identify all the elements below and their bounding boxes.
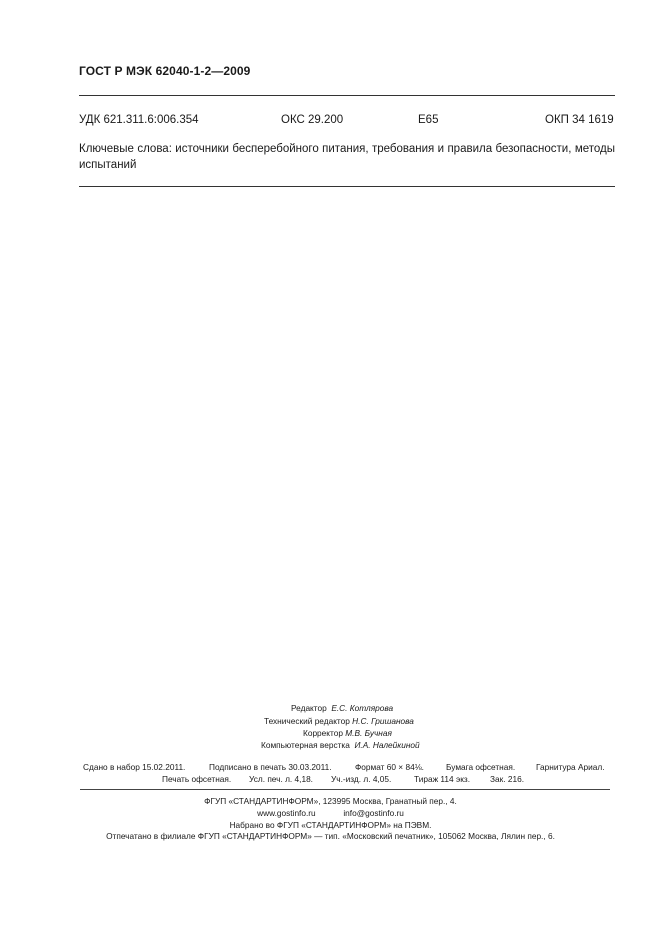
keywords-divider bbox=[79, 186, 615, 187]
printed-sheets: Усл. печ. л. 4,18. bbox=[249, 774, 313, 784]
editor-credit bbox=[291, 703, 393, 713]
standard-code: ГОСТ Р МЭК 62040-1-2—2009 bbox=[79, 64, 251, 78]
tech-editor-name: Н.С. Гришанова bbox=[352, 716, 414, 726]
typeset-note: Набрано во ФГУП «СТАНДАРТИНФОРМ» на ПЭВМ. bbox=[229, 820, 432, 830]
udk-code: УДК 621.311.6:006.354 bbox=[79, 114, 199, 126]
corrector-credit bbox=[303, 728, 392, 738]
tech-editor-label: Технический редактор bbox=[264, 716, 350, 726]
print-format: Формат 60 × 84⅛. bbox=[355, 762, 424, 772]
publisher-website: www.gostinfo.ru bbox=[257, 808, 316, 818]
corrector-name: М.В. Бучная bbox=[345, 728, 392, 738]
paper-type: Бумага офсетная. bbox=[446, 762, 516, 772]
publisher-contacts bbox=[0, 808, 661, 818]
imprint-divider bbox=[80, 789, 610, 790]
typeset-date: Сдано в набор 15.02.2011. bbox=[83, 762, 186, 772]
okp-code: ОКП 34 1619 bbox=[545, 114, 614, 126]
font-face: Гарнитура Ариал. bbox=[536, 762, 605, 772]
publisher-sheets: Уч.-изд. л. 4,05. bbox=[331, 774, 392, 784]
layout-name: И.А. Налейкиной bbox=[354, 740, 420, 750]
keywords: Ключевые слова: источники бесперебойного питания, требования и правила безопасности, методы испытаний bbox=[79, 143, 615, 171]
tech-editor-credit bbox=[264, 716, 414, 726]
header-divider bbox=[79, 95, 615, 96]
print-run: Тираж 114 экз. bbox=[414, 774, 471, 784]
order-number: Зак. 216. bbox=[490, 774, 525, 784]
signed-date: Подписано в печать 30.03.2011. bbox=[209, 762, 332, 772]
publisher-email: info@gostinfo.ru bbox=[343, 808, 404, 818]
publisher-address: ФГУП «СТАНДАРТИНФОРМ», 123995 Москва, Гранатный пер., 4. bbox=[204, 796, 457, 806]
print-method: Печать офсетная. bbox=[162, 774, 232, 784]
editor-name: Е.С. Котлярова bbox=[331, 703, 394, 713]
group-code: Е65 bbox=[418, 114, 439, 126]
printed-note: Отпечатано в филиале ФГУП «СТАНДАРТИНФОРМ» — тип. «Московский печатник», 105062 Москва, Лялин пер., 6. bbox=[106, 831, 555, 841]
layout-label: Компьютерная верстка bbox=[261, 740, 350, 750]
editor-label: Редактор bbox=[291, 703, 327, 713]
corrector-label: Корректор bbox=[303, 728, 343, 738]
layout-credit bbox=[261, 740, 420, 750]
oks-code: ОКС 29.200 bbox=[281, 114, 344, 126]
